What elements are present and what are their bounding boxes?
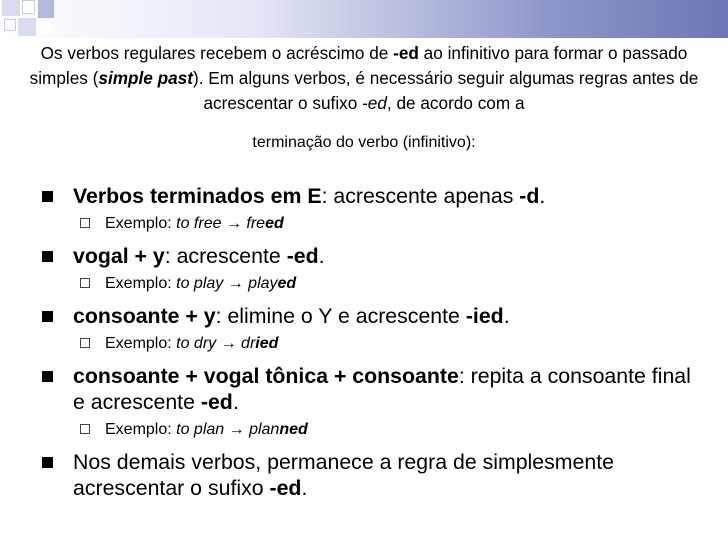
square-bullet-icon (42, 311, 53, 322)
rule-other-verbs: Nos demais verbos, permanece a regra de simplesmente acrescentar o sufixo -ed. (42, 449, 702, 501)
example-play: Exemplo: to play → played (42, 274, 702, 294)
square-bullet-icon (42, 191, 53, 202)
intro-paragraph (18, 41, 710, 155)
hollow-square-bullet-icon (80, 424, 90, 434)
rule-cvc: consoante + vogal tônica + consoante: repita a consoante final e acrescente -ed. (42, 363, 702, 415)
example-free: Exemplo: to free → freed (42, 214, 702, 234)
intro-subline: terminação do verbo (infinitivo): (252, 134, 476, 151)
hollow-square-bullet-icon (80, 338, 90, 348)
example-dry: Exemplo: to dry → dried (42, 334, 702, 354)
intro-text: Os verbos regulares recebem o acréscimo de -ed ao infinitivo para formar o passado simples (simple past). Em alguns verbos, é necessário seguir algumas regras antes de acrescentar o sufixo -ed, de acordo com a (29, 43, 699, 113)
rule-e-ending: Verbos terminados em E: acrescente apenas -d. (42, 183, 702, 209)
square-bullet-icon (42, 457, 53, 468)
header-gradient-band (0, 0, 728, 38)
example-plan: Exemplo: to plan → planned (42, 420, 702, 440)
hollow-square-bullet-icon (80, 278, 90, 288)
square-bullet-icon (42, 251, 53, 262)
square-bullet-icon (42, 371, 53, 382)
rules-list (42, 183, 702, 508)
rule-vowel-y: vogal + y: acrescente -ed. (42, 243, 702, 269)
rule-consonant-y: consoante + y: elimine o Y e acrescente -ied. (42, 303, 702, 329)
hollow-square-bullet-icon (80, 218, 90, 228)
